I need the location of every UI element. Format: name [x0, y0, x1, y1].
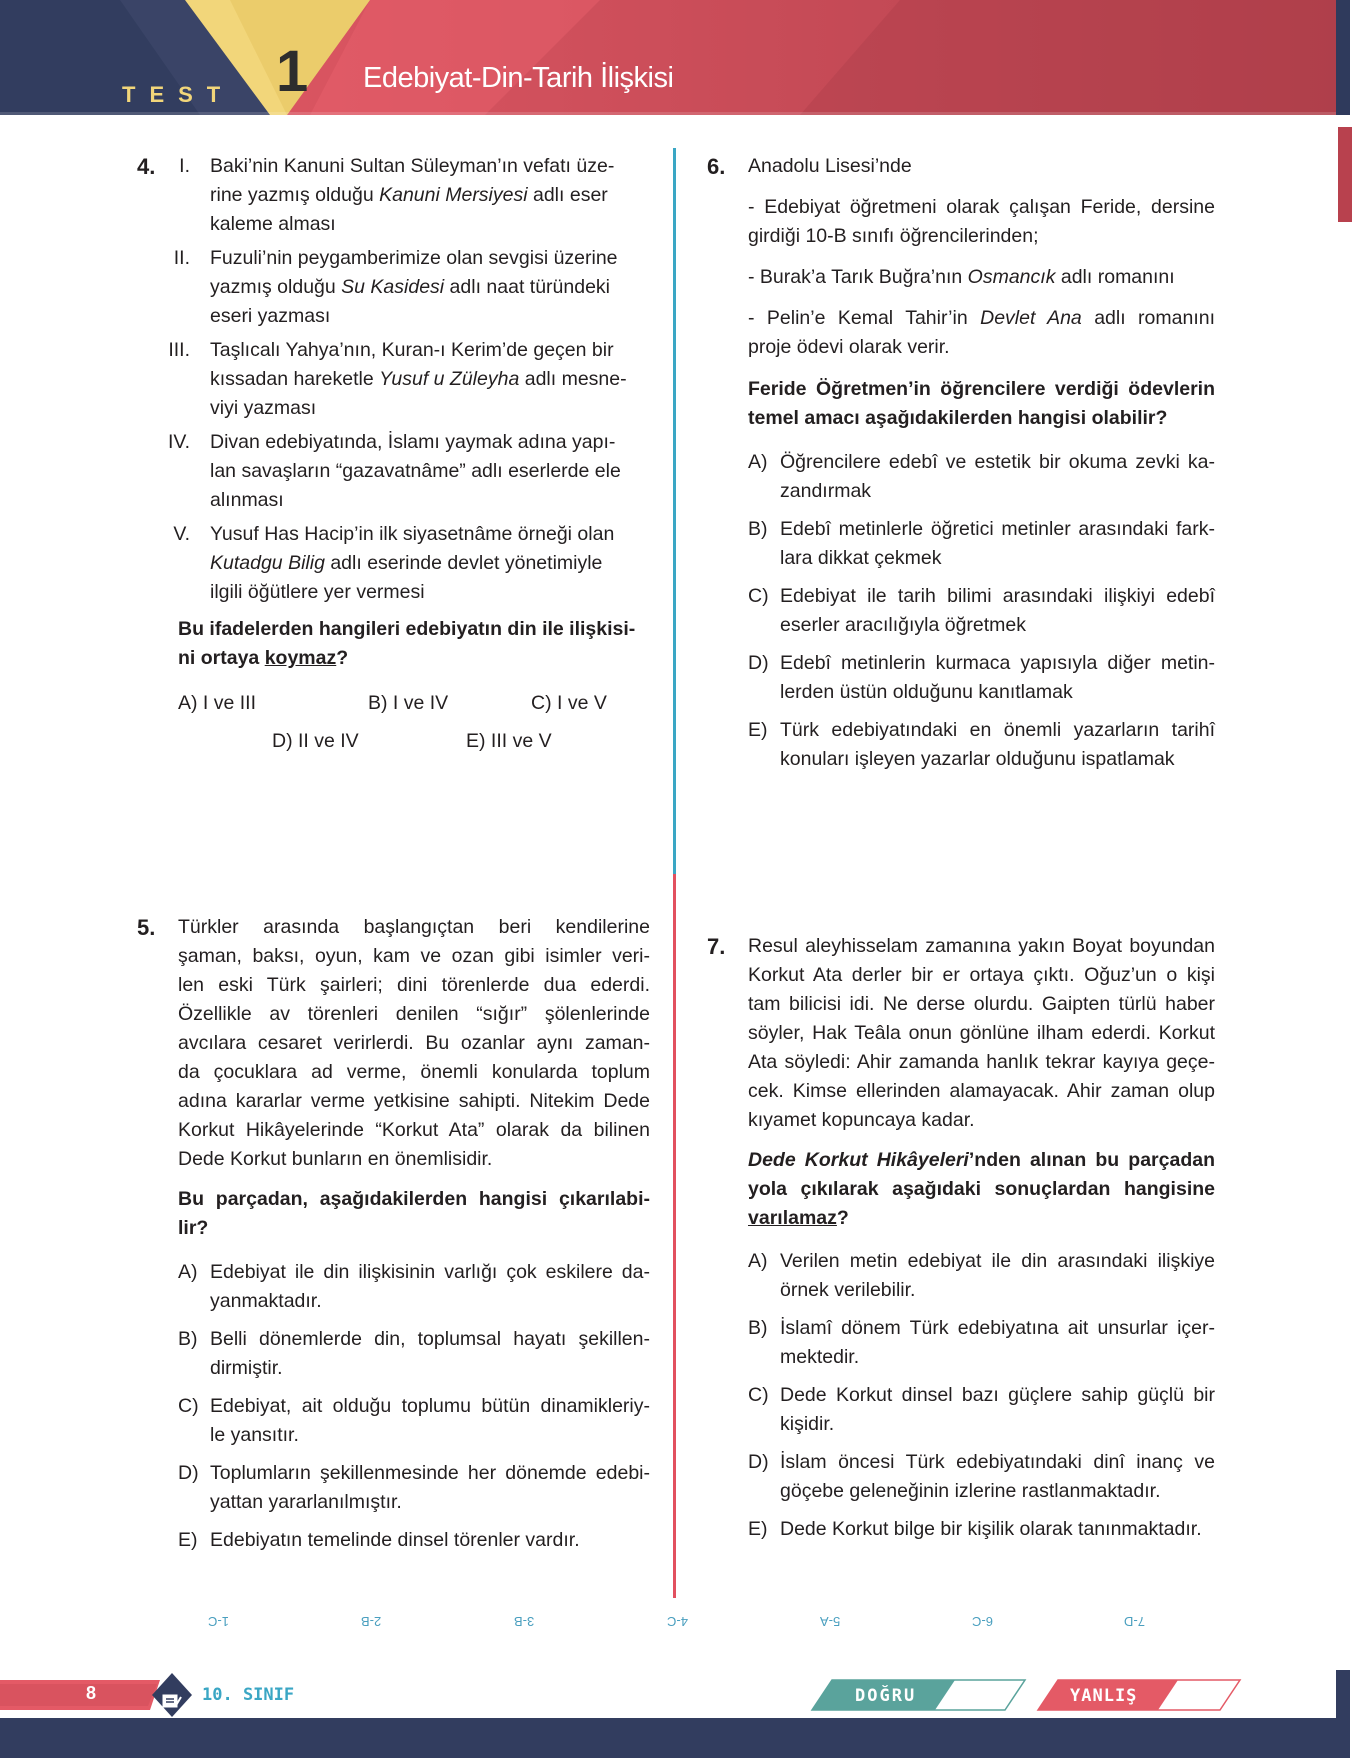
- option-c[interactable]: C) I ve V: [531, 692, 607, 714]
- option-line: lerden üstün olduğunu kanıtlamak: [780, 681, 1073, 703]
- statement-line: lan savaşların “gazavatnâme” adlı eserlerde ele: [210, 460, 621, 482]
- question-prompt: [178, 1185, 650, 1243]
- statement-iii: [168, 336, 650, 428]
- option-letter: D): [748, 652, 769, 674]
- prompt-line: Dede Korkut Hikâyeleri’nden alınan bu parçadan: [748, 1149, 1215, 1171]
- option-line: İslamî dönem Türk edebiyatına ait unsurlar içer-: [780, 1317, 1215, 1339]
- statement-line: Divan edebiyatında, İslamı yaymak adına yapı-: [210, 431, 616, 453]
- passage: [178, 913, 650, 1174]
- question-number: 5.: [137, 915, 156, 940]
- question-number: 7.: [707, 934, 726, 959]
- passage-line: girdiği 10-B sınıfı öğrencilerinden;: [748, 225, 1039, 247]
- option-letter: E): [178, 1529, 198, 1551]
- prompt-line: lir?: [178, 1217, 209, 1239]
- passage-line: Korkut Ata derler bir er ortaya çıktı. Oğuz’un o kişi: [748, 964, 1215, 986]
- question-number: 6.: [707, 154, 726, 179]
- option-line: Verilen metin edebiyat ile din arasındaki ilişkiye: [780, 1250, 1215, 1272]
- statement-line: Yusuf Has Hacip’in ilk siyasetnâme örneği olan: [210, 523, 615, 545]
- answer-key-6: 6-C: [972, 1614, 993, 1629]
- statement-i: [178, 152, 650, 244]
- answer-key-7: 7-D: [1124, 1614, 1145, 1629]
- statement-line: Fuzuli’nin peygamberimize olan sevgisi üzerine: [210, 247, 618, 269]
- passage: [748, 152, 1215, 362]
- option-letter: B): [178, 1328, 198, 1350]
- option-line: İslam öncesi Türk edebiyatındaki dinî inanç ve: [780, 1451, 1215, 1473]
- option-letter: B): [748, 1317, 768, 1339]
- option-letter: E): [748, 719, 768, 741]
- question-6: [707, 152, 1215, 782]
- prompt-line: varılamaz?: [748, 1207, 849, 1229]
- question-prompt: [748, 1146, 1215, 1233]
- option-line: le yansıtır.: [210, 1424, 299, 1446]
- passage-line: - Edebiyat öğretmeni olarak çalışan Feride, dersine: [748, 196, 1215, 218]
- statement-line: rine yazmış olduğu Kanuni Mersiyesi adlı eser: [210, 184, 608, 206]
- option-b[interactable]: [748, 1314, 1215, 1381]
- prompt-line: yola çıkılarak aşağıdaki sonuçlardan hangisine: [748, 1178, 1215, 1200]
- option-e[interactable]: E) III ve V: [466, 730, 552, 752]
- page-title: Edebiyat-Din-Tarih İlişkisi: [363, 62, 674, 94]
- option-e[interactable]: [748, 1515, 1215, 1555]
- notebook-icon: [160, 1693, 182, 1711]
- options-list: [178, 1258, 650, 1566]
- answer-key-4: 4-C: [667, 1614, 688, 1629]
- statement-line: kaleme alması: [210, 213, 336, 235]
- option-letter: A): [748, 1250, 768, 1272]
- option-line: Edebî metinlerin kurmaca yapısıyla diğer metin-: [780, 652, 1215, 674]
- passage-line: len eski Türk şairleri; dini törenlerde dua ederdi.: [178, 974, 650, 996]
- question-prompt: [178, 615, 650, 673]
- statement-line: ilgili öğütlere yer vermesi: [210, 581, 425, 603]
- option-b[interactable]: B) I ve IV: [368, 692, 449, 714]
- prompt-line: Bu parçadan, aşağıdakilerden hangisi çıkarılabi-: [178, 1188, 650, 1210]
- test-label: TEST: [122, 82, 235, 107]
- option-line: Öğrencilere edebî ve estetik bir okuma zevki ka-: [780, 451, 1215, 473]
- option-letter: D): [178, 1462, 199, 1484]
- option-line: Edebiyatın temelinde dinsel törenler vardır.: [210, 1529, 580, 1551]
- statement-line: kıssadan hareketle Yusuf u Züleyha adlı mesne-: [210, 368, 627, 390]
- passage-line: tam bilicisi idi. Ne derse olurdu. Gaipten türlü haber: [748, 993, 1215, 1015]
- chapter-tab: [1338, 127, 1352, 222]
- statement-v: [173, 520, 650, 612]
- wrong-count-label: YANLIŞ: [1070, 1686, 1138, 1706]
- option-letter: C): [748, 585, 769, 607]
- options-list: [748, 1247, 1215, 1555]
- statement-line: Taşlıcalı Yahya’nın, Kuran-ı Kerim’de geçen bir: [210, 339, 614, 361]
- passage-line: Dede Korkut bunların en önemlisidir.: [178, 1148, 493, 1170]
- statement-line: eseri yazması: [210, 305, 331, 327]
- option-line: göçebe geleneğinin izlerine rastlanmaktadır.: [780, 1480, 1161, 1502]
- option-letter: A): [178, 1261, 198, 1283]
- option-a[interactable]: [748, 448, 1215, 515]
- prompt-line: Bu ifadelerden hangileri edebiyatın din ile ilişkisi-: [178, 618, 636, 640]
- statement-line: alınması: [210, 489, 284, 511]
- passage-line: Ata söyledi: Ahir zamanda hanlık tekrar kayıya geçe-: [748, 1051, 1215, 1073]
- roman-numeral: I.: [179, 155, 190, 177]
- option-d[interactable]: [748, 1448, 1215, 1515]
- question-5: [135, 913, 650, 1563]
- passage-line: kıyamet kopuncaya kadar.: [748, 1109, 975, 1131]
- passage-line: Anadolu Lisesi’nde: [748, 155, 912, 177]
- option-b[interactable]: [178, 1325, 650, 1392]
- passage-line: Türkler arasında başlangıçtan beri kendilerine: [178, 916, 650, 938]
- answer-key-1: 1-C: [208, 1614, 229, 1629]
- passage-line: adına kararlar verme yetkisine sahipti. Nitekim Dede: [178, 1090, 650, 1112]
- option-line: örnek verilebilir.: [780, 1279, 916, 1301]
- option-c[interactable]: [748, 582, 1215, 649]
- option-line: Türk edebiyatındaki en önemli yazarların tarihî: [780, 719, 1215, 741]
- option-line: eserler aracılığıyla öğretmek: [780, 614, 1027, 636]
- statement-ii: [173, 244, 650, 336]
- passage-line: proje ödevi olarak verir.: [748, 336, 950, 358]
- option-line: kişidir.: [780, 1413, 835, 1435]
- statement-line: yazmış olduğu Su Kasidesi adlı naat türündeki: [210, 276, 611, 298]
- option-c[interactable]: [178, 1392, 650, 1459]
- passage-line: Korkut Hikâyelerinde “Korkut Ata” olarak da bilinen: [178, 1119, 650, 1141]
- statement-line: viyi yazması: [210, 397, 317, 419]
- options-list: [748, 448, 1215, 783]
- statement-line: Kutadgu Bilig adlı eserinde devlet yönetimiyle: [210, 552, 603, 574]
- option-e[interactable]: [178, 1526, 650, 1566]
- option-line: zandırmak: [780, 480, 872, 502]
- option-line: Toplumların şekillenmesinde her dönemde edebi-: [210, 1462, 650, 1484]
- test-number: 1: [276, 39, 309, 104]
- option-line: mektedir.: [780, 1346, 860, 1368]
- passage-line: da çocuklara ad verme, önemli konularda toplum: [178, 1061, 650, 1083]
- roman-numeral: II.: [173, 247, 190, 269]
- option-letter: E): [748, 1518, 768, 1540]
- option-line: Belli dönemlerde din, toplumsal hayatı şekillen-: [210, 1328, 650, 1350]
- roman-numeral: IV.: [167, 431, 190, 453]
- option-line: konuları işleyen yazarlar olduğunu ispatlamak: [780, 748, 1175, 770]
- passage-line: Resul aleyhisselam zamanına yakın Boyat boyundan: [748, 935, 1215, 957]
- option-line: Edebiyat, ait olduğu toplumu bütün dinamikleriy-: [210, 1395, 650, 1417]
- option-d[interactable]: [748, 649, 1215, 716]
- column-divider-top: [673, 148, 676, 874]
- option-a[interactable]: [178, 1258, 650, 1325]
- option-letter: A): [748, 451, 768, 473]
- option-line: Edebiyat ile din ilişkisinin varlığı çok eskilere da-: [210, 1261, 650, 1283]
- passage-line: şaman, baksı, oyun, kam ve ozan gibi isimler veri-: [178, 945, 650, 967]
- passage-line: söyler, Hak Teâla onun gönlüne ilham ederdi. Korkut: [748, 1022, 1215, 1044]
- option-line: dirmiştir.: [210, 1357, 283, 1379]
- prompt-line: ni ortaya koymaz?: [178, 647, 349, 669]
- correct-count-label: DOĞRU: [855, 1686, 917, 1706]
- question-7: [707, 932, 1215, 1562]
- option-letter: C): [748, 1384, 769, 1406]
- option-letter: C): [178, 1395, 199, 1417]
- option-letter: B): [748, 518, 768, 540]
- option-line: Dede Korkut dinsel bazı güçlere sahip güçlü bir: [780, 1384, 1215, 1406]
- passage-line: cek. Kimse ellerinden alamayacak. Ahir zaman olup: [748, 1080, 1215, 1102]
- option-b[interactable]: [748, 515, 1215, 582]
- option-c[interactable]: [748, 1381, 1215, 1448]
- option-line: yattan yararlanılmıştır.: [210, 1491, 402, 1513]
- option-line: Edebiyat ile tarih bilimi arasındaki ilişkiyi edebî: [780, 585, 1215, 607]
- option-letter: D): [748, 1451, 769, 1473]
- passage-line: - Burak’a Tarık Buğra’nın Osmancık adlı romanını: [748, 266, 1175, 288]
- roman-numeral: V.: [173, 523, 190, 545]
- roman-numeral: III.: [168, 339, 190, 361]
- option-line: Edebî metinlerle öğretici metinler arasındaki fark-: [780, 518, 1215, 540]
- side-strip: [1336, 0, 1350, 115]
- question-4: [135, 152, 650, 762]
- grade-label: 10. SINIF: [202, 1685, 295, 1705]
- question-number: 4.: [137, 154, 156, 179]
- option-d[interactable]: D) II ve IV: [272, 730, 359, 752]
- option-line: Dede Korkut bilge bir kişilik olarak tanınmaktadır.: [780, 1518, 1202, 1540]
- option-line: yanmaktadır.: [210, 1290, 322, 1312]
- page-number: 8: [86, 1683, 97, 1703]
- passage-line: avcılara cesaret verirlerdi. Bu ozanlar aynı zaman-: [178, 1032, 650, 1054]
- answer-key-3: 3-B: [514, 1614, 535, 1629]
- option-a[interactable]: A) I ve III: [178, 692, 257, 714]
- answer-key-2: 2-B: [361, 1614, 382, 1629]
- answer-key-5: 5-A: [820, 1614, 841, 1629]
- option-a[interactable]: [748, 1247, 1215, 1314]
- question-prompt: [748, 375, 1215, 433]
- option-d[interactable]: [178, 1459, 650, 1526]
- option-line: lara dikkat çekmek: [780, 547, 942, 569]
- column-divider-bottom: [673, 874, 676, 1598]
- prompt-line: Feride Öğretmen’in öğrencilere verdiği ödevlerin: [748, 378, 1215, 400]
- option-e[interactable]: [748, 716, 1215, 783]
- passage: [748, 932, 1215, 1135]
- prompt-line: temel amacı aşağıdakilerden hangisi olabilir?: [748, 407, 1168, 429]
- passage-line: - Pelin’e Kemal Tahir’in Devlet Ana adlı romanını: [748, 307, 1216, 329]
- footer-banner: [0, 1670, 1356, 1758]
- statement-list: [167, 152, 650, 612]
- statement-line: Baki’nin Kanuni Sultan Süleyman’ın vefatı üze-: [210, 155, 615, 177]
- passage-line: Özellikle av törenleri denilen “sığır” şölenlerinde: [178, 1003, 650, 1025]
- statement-iv: [167, 428, 650, 520]
